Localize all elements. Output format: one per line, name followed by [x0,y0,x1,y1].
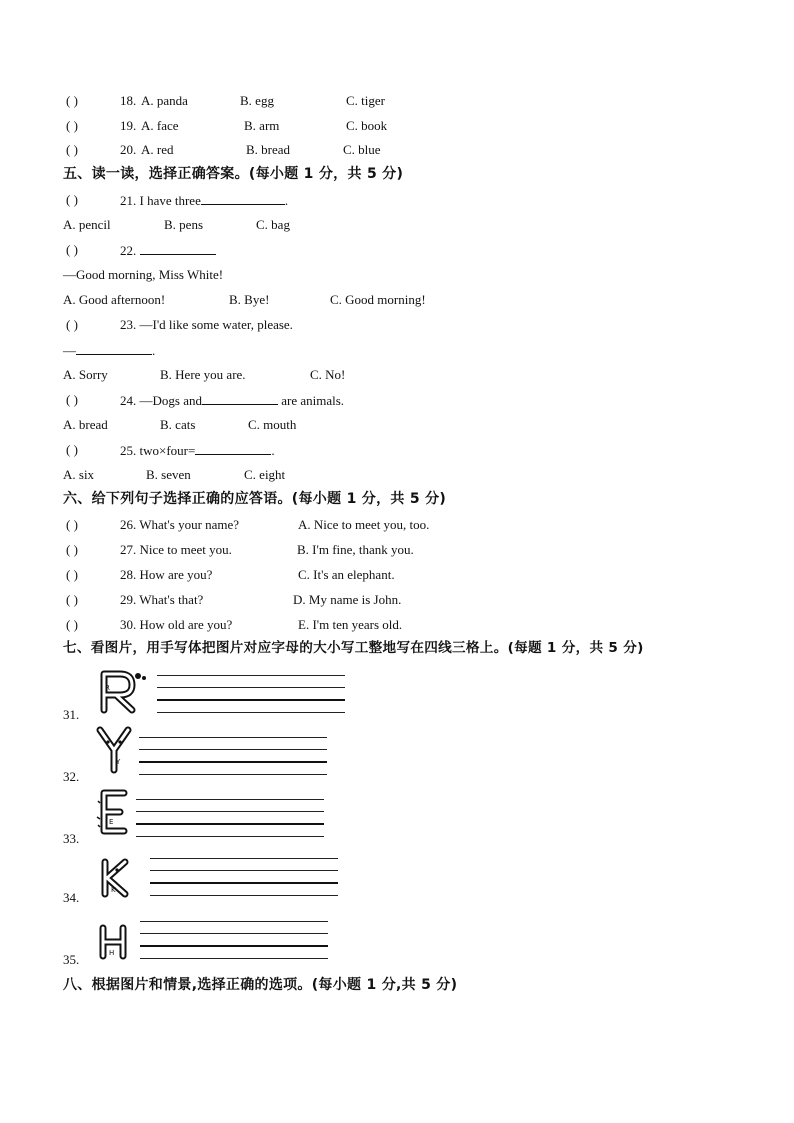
stem-text: 25. two×four= [120,443,196,458]
option-b: B. bread [246,142,291,157]
option-b: B. egg [240,93,274,108]
question-21-stem [120,192,288,209]
dash: — [63,343,76,358]
item-number: 33. [63,831,80,846]
answer-paren[interactable]: ( ) [66,592,78,607]
option-a: A. Good afternoon! [63,292,166,307]
stem-text: 21. I have three [120,193,201,208]
option-a: A. red [141,142,174,157]
stem-text: 24. —Dogs and [120,393,202,408]
question-25-stem [120,442,275,459]
fill-blank[interactable] [140,242,216,255]
match-answer: D. My name is John. [293,592,402,607]
letter-k-mark: K [111,886,116,894]
stem-text: 22. [120,243,137,258]
question-number: 19. [120,118,137,133]
option-a: A. face [141,118,179,133]
item-number: 32. [63,769,80,784]
option-c: C. tiger [346,93,385,108]
fill-blank[interactable] [76,342,152,355]
four-line-grid[interactable] [140,921,328,961]
item-number: 31. [63,707,80,722]
section-8-heading: 八、根据图片和情景,选择正确的选项。(每小题 1 分,共 5 分) [63,977,458,993]
option-c: C. book [346,118,388,133]
option-a: A. six [63,467,95,482]
fill-blank[interactable] [195,442,271,455]
four-line-grid[interactable] [150,858,338,898]
option-c: C. bag [256,217,290,232]
match-question: 26. What's your name? [120,517,240,532]
section-6-heading: 六、给下列句子选择正确的应答语。(每小题 1 分，共 5 分) [63,491,447,507]
answer-paren[interactable]: ( ) [66,192,78,207]
answer-paren[interactable]: ( ) [66,567,78,582]
answer-paren[interactable]: ( ) [66,118,78,133]
letter-y-mark: Y [116,758,121,766]
match-answer: C. It's an elephant. [298,567,395,582]
option-c: C. Good morning! [330,292,426,307]
answer-paren[interactable]: ( ) [66,517,78,532]
question-number: 20. [120,142,137,157]
section-5-heading: 五、读一读，选择正确答案。(每小题 1 分，共 5 分) [63,166,404,182]
option-c: C. eight [244,467,286,482]
stem-end: . [152,343,156,358]
option-b: B. Here you are. [160,367,246,382]
letter-r-picture [94,668,148,714]
option-b: B. seven [146,467,191,482]
dialogue-line: —Good morning, Miss White! [63,267,224,282]
fill-blank[interactable] [202,392,278,405]
fill-blank[interactable] [201,192,285,205]
answer-paren[interactable]: ( ) [66,542,78,557]
option-a: A. panda [141,93,188,108]
section-7-heading: 七、看图片，用手写体把图片对应字母的大小写工整地写在四线三格上。(每题 1 分，共 5 分) [63,640,644,656]
answer-paren[interactable]: ( ) [66,242,78,257]
option-c: C. blue [343,142,381,157]
match-question: 28. How are you? [120,567,213,582]
answer-paren[interactable]: ( ) [66,317,78,332]
option-a: A. Sorry [63,367,108,382]
option-a: A. bread [63,417,108,432]
answer-paren[interactable]: ( ) [66,142,78,157]
match-question: 30. How old are you? [120,617,233,632]
letter-y-picture [94,724,138,776]
question-22-stem [120,242,216,259]
question-23-stem: 23. —I'd like some water, please. [120,317,293,332]
match-answer: E. I'm ten years old. [298,617,403,632]
item-number: 35. [63,952,80,967]
answer-paren[interactable]: ( ) [66,442,78,457]
letter-e-mark: E [109,818,114,826]
stem-end: . [284,193,289,208]
letter-h-picture [96,922,132,962]
match-question: 29. What's that? [120,592,204,607]
answer-paren[interactable]: ( ) [66,617,78,632]
question-number: 18. [120,93,137,108]
letter-e-picture [94,787,134,837]
match-answer: A. Nice to meet you, too. [298,517,430,532]
match-answer: B. I'm fine, thank you. [297,542,414,557]
option-c: C. No! [310,367,346,382]
option-b: B. pens [164,217,203,232]
four-line-grid[interactable] [139,737,327,777]
answer-paren[interactable]: ( ) [66,93,78,108]
option-a: A. pencil [63,217,111,232]
letter-h-mark: H [109,949,115,957]
four-line-grid[interactable] [136,799,324,839]
option-b: B. Bye! [229,292,270,307]
four-line-grid[interactable] [157,675,345,715]
match-question: 27. Nice to meet you. [120,542,232,557]
letter-k-picture [97,856,135,900]
stem-end: are animals. [281,393,345,408]
letter-r-mark: R [105,684,110,692]
option-c: C. mouth [248,417,297,432]
answer-paren[interactable]: ( ) [66,392,78,407]
stem-end: . [271,443,275,458]
item-number: 34. [63,890,80,905]
dialogue-reply [63,342,155,359]
question-24-stem [120,392,344,409]
option-b: B. cats [160,417,196,432]
option-b: B. arm [244,118,280,133]
